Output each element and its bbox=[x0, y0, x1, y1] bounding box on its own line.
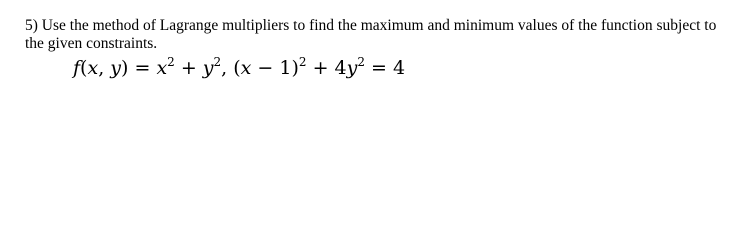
problem-text-line-2: the given constraints. bbox=[25, 35, 158, 52]
close-paren: ) bbox=[121, 57, 129, 79]
comma-open-paren: , ( bbox=[221, 57, 241, 79]
variable-x: x bbox=[156, 57, 168, 79]
plus-four: + 4 bbox=[306, 57, 347, 79]
problem-statement bbox=[25, 17, 745, 53]
exponent: 2 bbox=[357, 55, 365, 69]
variable-x: x bbox=[240, 57, 252, 79]
variable-y: y bbox=[110, 57, 122, 79]
equals-four: = 4 bbox=[365, 57, 406, 79]
exponent: 2 bbox=[213, 55, 222, 69]
comma: , bbox=[98, 57, 111, 79]
open-paren: ( bbox=[80, 57, 88, 79]
minus-one-close-paren: − 1) bbox=[251, 57, 299, 79]
variable-x: x bbox=[87, 57, 99, 79]
exponent: 2 bbox=[298, 55, 307, 69]
constraint-equation bbox=[73, 56, 405, 80]
variable-y: y bbox=[346, 57, 358, 79]
exponent: 2 bbox=[167, 55, 175, 69]
function-name: f bbox=[73, 57, 81, 79]
problem-text-line-1: 5) Use the method of Lagrange multipliers to find the maximum and minimum values of the function subject to bbox=[25, 17, 717, 34]
equals-sign: = bbox=[128, 57, 157, 79]
variable-y: y bbox=[202, 57, 214, 79]
plus-sign: + bbox=[174, 57, 203, 79]
